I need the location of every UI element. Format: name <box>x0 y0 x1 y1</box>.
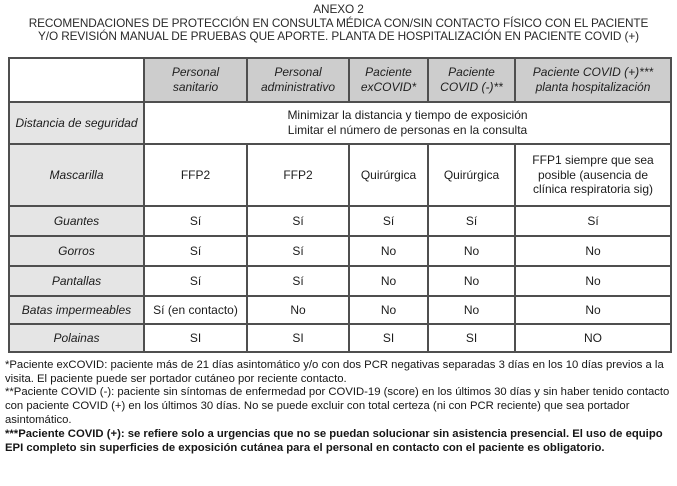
cell-polainas-0: SI <box>144 324 247 352</box>
cell-guantes-4: Sí <box>515 206 671 236</box>
cell-gorros-1: Sí <box>247 236 349 266</box>
row-label-mascarilla: Mascarilla <box>9 144 144 206</box>
header-text: Paciente <box>448 65 495 80</box>
row-label-gorros: Gorros <box>9 236 144 266</box>
merged-cell-text: Limitar el número de personas en la consulta <box>287 122 528 137</box>
cell-gorros-3: No <box>428 236 515 266</box>
cell-batas-0: Sí (en contacto) <box>144 296 247 324</box>
header-text: Paciente <box>365 65 412 80</box>
cell-mascarilla-2: Quirúrgica <box>349 144 428 206</box>
column-header-paciente-excovid <box>349 58 428 102</box>
cell-distancia-merged <box>144 102 671 144</box>
cell-polainas-2: SI <box>349 324 428 352</box>
cell-polainas-4: NO <box>515 324 671 352</box>
cell-gorros-4: No <box>515 236 671 266</box>
table-row-batas <box>9 296 671 324</box>
cell-guantes-0: Sí <box>144 206 247 236</box>
cell-guantes-2: Sí <box>349 206 428 236</box>
page-title-line1: RECOMENDACIONES DE PROTECCIÓN EN CONSULTA MÉDICA CON/SIN CONTACTO FÍSICO CON EL PACIENTE <box>28 15 649 30</box>
cell-pantallas-3: No <box>428 266 515 296</box>
title-block <box>0 0 677 44</box>
cell-polainas-3: SI <box>428 324 515 352</box>
cell-pantallas-2: No <box>349 266 428 296</box>
footnote-covid-negative: **Paciente COVID (-): paciente sin síntomas de enfermedad por COVID-19 (score) en los últimos 30 días y sin haber tenido contacto con paciente COVID (+) en los últimos 30 días. No se puede excluir con total certeza (ni con PCR reciente) que sea portador asintomático. <box>5 386 670 426</box>
header-text: Paciente COVID (+)*** <box>532 65 654 80</box>
row-label-guantes: Guantes <box>9 206 144 236</box>
cell-batas-2: No <box>349 296 428 324</box>
footnotes-block <box>5 359 671 456</box>
protection-table <box>8 57 672 353</box>
header-text: planta hospitalización <box>535 79 651 94</box>
column-header-personal-sanitario <box>144 58 247 102</box>
cell-batas-1: No <box>247 296 349 324</box>
header-text: sanitario <box>172 79 219 94</box>
cell-batas-4: No <box>515 296 671 324</box>
cell-mascarilla-3: Quirúrgica <box>428 144 515 206</box>
annex-title: ANEXO 2 <box>313 2 364 16</box>
cell-gorros-2: No <box>349 236 428 266</box>
header-text: COVID (-)** <box>440 79 503 94</box>
cell-batas-3: No <box>428 296 515 324</box>
column-header-paciente-covid-neg <box>428 58 515 102</box>
cell-pantallas-0: Sí <box>144 266 247 296</box>
table-row-guantes <box>9 206 671 236</box>
cell-mascarilla-0: FFP2 <box>144 144 247 206</box>
cell-pantallas-4: No <box>515 266 671 296</box>
cell-polainas-1: SI <box>247 324 349 352</box>
cell-pantallas-1: Sí <box>247 266 349 296</box>
table-row-polainas <box>9 324 671 352</box>
header-text: administrativo <box>260 79 336 94</box>
corner-cell <box>9 58 144 102</box>
row-label-batas: Batas impermeables <box>9 296 144 324</box>
column-header-personal-administrativo <box>247 58 349 102</box>
merged-cell-text: Minimizar la distancia y tiempo de exposición <box>287 108 528 123</box>
row-label-polainas: Polainas <box>9 324 144 352</box>
row-label-distancia: Distancia de seguridad <box>9 102 144 144</box>
table-row-gorros <box>9 236 671 266</box>
table-row-pantallas <box>9 266 671 296</box>
footnote-excovid: *Paciente exCOVID: paciente más de 21 días asintomático y/o con dos PCR negativas separadas 3 días en los 10 días previos a la visita. El paciente puede ser portador cutáneo por reciente contacto. <box>5 358 664 385</box>
header-row <box>9 58 671 102</box>
page-title-line2: Y/O REVISIÓN MANUAL DE PRUEBAS QUE APORTE. PLANTA DE HOSPITALIZACIÓN EN PACIENTE COVID (+) <box>38 29 639 44</box>
footnote-covid-positive: ***Paciente COVID (+): se refiere solo a urgencias que no se puedan solucionar sin asistencia presencial. El uso de equipo EPI completo sin superficies de exposición cutánea para el personal en contacto con el paciente es obligatorio. <box>5 427 663 454</box>
cell-mascarilla-1: FFP2 <box>247 144 349 206</box>
cell-gorros-0: Sí <box>144 236 247 266</box>
column-header-paciente-covid-pos <box>515 58 671 102</box>
row-label-pantallas: Pantallas <box>9 266 144 296</box>
header-text: Personal <box>274 65 322 80</box>
table-row-distancia <box>9 102 671 144</box>
table-row-mascarilla <box>9 144 671 206</box>
cell-guantes-1: Sí <box>247 206 349 236</box>
cell-mascarilla-4: FFP1 siempre que sea posible (ausencia de clínica respiratoria sig) <box>515 144 671 206</box>
cell-guantes-3: Sí <box>428 206 515 236</box>
header-text: Personal <box>171 65 220 80</box>
header-text: exCOVID* <box>360 79 417 94</box>
